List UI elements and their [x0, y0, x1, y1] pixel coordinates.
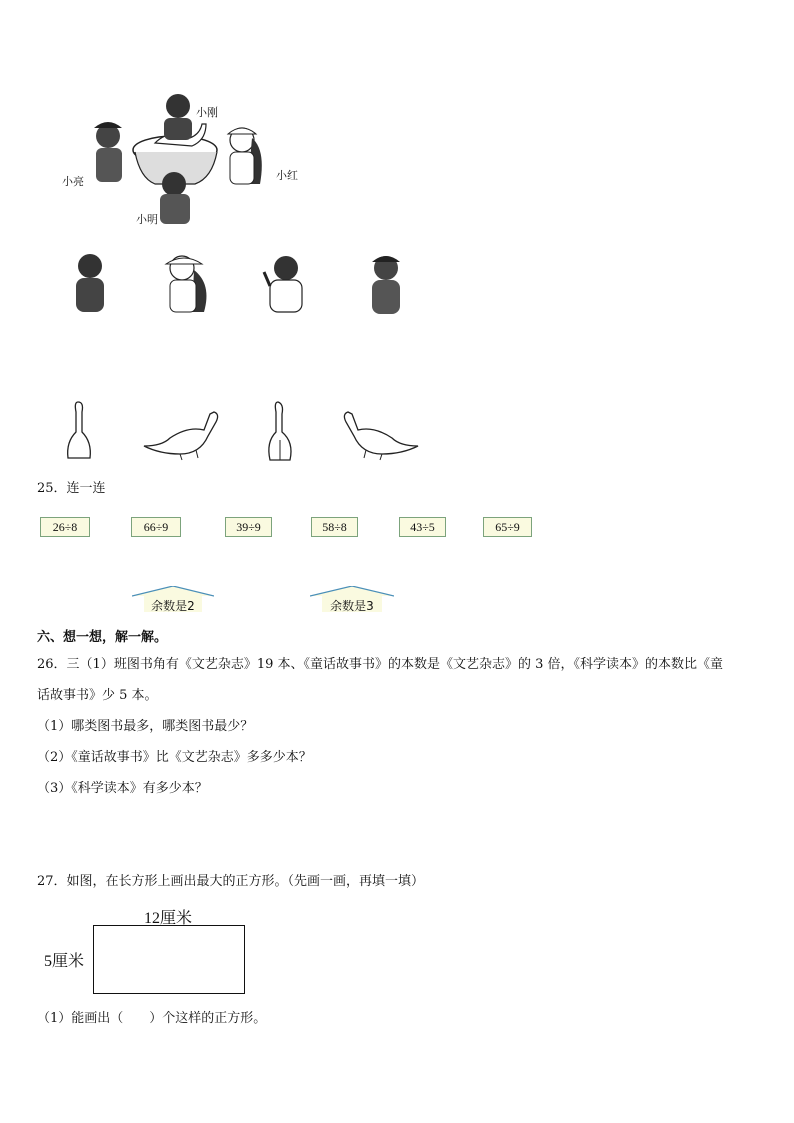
child-view-2-image	[158, 250, 214, 314]
q25-title: 25．连一连	[37, 481, 106, 496]
dinosaur-view-front-image	[64, 398, 94, 464]
child-view-3-image	[262, 252, 310, 316]
label-xiaoliang: 小亮	[62, 175, 84, 188]
q26-line-1: 26．三（1）班图书角有《文艺杂志》19 本、《童话故事书》的本数是《文艺杂志》的 3 倍，《科学读本》的本数比《童	[37, 657, 724, 672]
remainder-target-1-label: 余数是2	[151, 599, 195, 613]
table-scene-illustration	[60, 88, 320, 228]
rectangle-width-label: 12厘米	[144, 910, 193, 927]
rectangle-height-label: 5厘米	[44, 953, 85, 970]
label-xiaoming: 小明	[136, 213, 158, 226]
remainder-target-1[interactable]	[132, 586, 214, 614]
remainder-target-2[interactable]	[310, 586, 394, 614]
dinosaur-view-left-image	[140, 406, 224, 462]
division-box-4[interactable]: 58÷8	[311, 517, 358, 537]
q26-sub-3: （3）《科学读本》有多少本？	[37, 781, 208, 796]
label-xiaohong: 小红	[276, 169, 298, 182]
q26-sub-1: （1）哪类图书最多，哪类图书最少？	[37, 719, 254, 734]
q27-title: 27．如图，在长方形上画出最大的正方形。（先画一画，再填一填）	[37, 874, 425, 889]
q26-line-2: 话故事书》少 5 本。	[37, 688, 158, 703]
child-view-4-image	[362, 252, 412, 318]
child-view-1-image	[70, 252, 110, 314]
division-box-1[interactable]: 26÷8	[40, 517, 90, 537]
section-6-heading: 六、想一想，解一解。	[37, 630, 168, 645]
remainder-target-2-label: 余数是3	[330, 599, 374, 613]
label-xiaogang: 小刚	[196, 106, 218, 119]
division-box-5[interactable]: 43÷5	[399, 517, 446, 537]
division-box-6[interactable]: 65÷9	[483, 517, 532, 537]
dinosaur-view-right-image	[340, 404, 422, 462]
division-box-2[interactable]: 66÷9	[131, 517, 181, 537]
dinosaur-view-back-image	[264, 400, 296, 464]
division-box-3[interactable]: 39÷9	[225, 517, 272, 537]
rectangle-figure[interactable]	[93, 925, 245, 994]
q26-sub-2: （2）《童话故事书》比《文艺杂志》多多少本？	[37, 750, 312, 765]
q27-sub-1: （1）能画出（ ）个这样的正方形。	[37, 1011, 267, 1026]
